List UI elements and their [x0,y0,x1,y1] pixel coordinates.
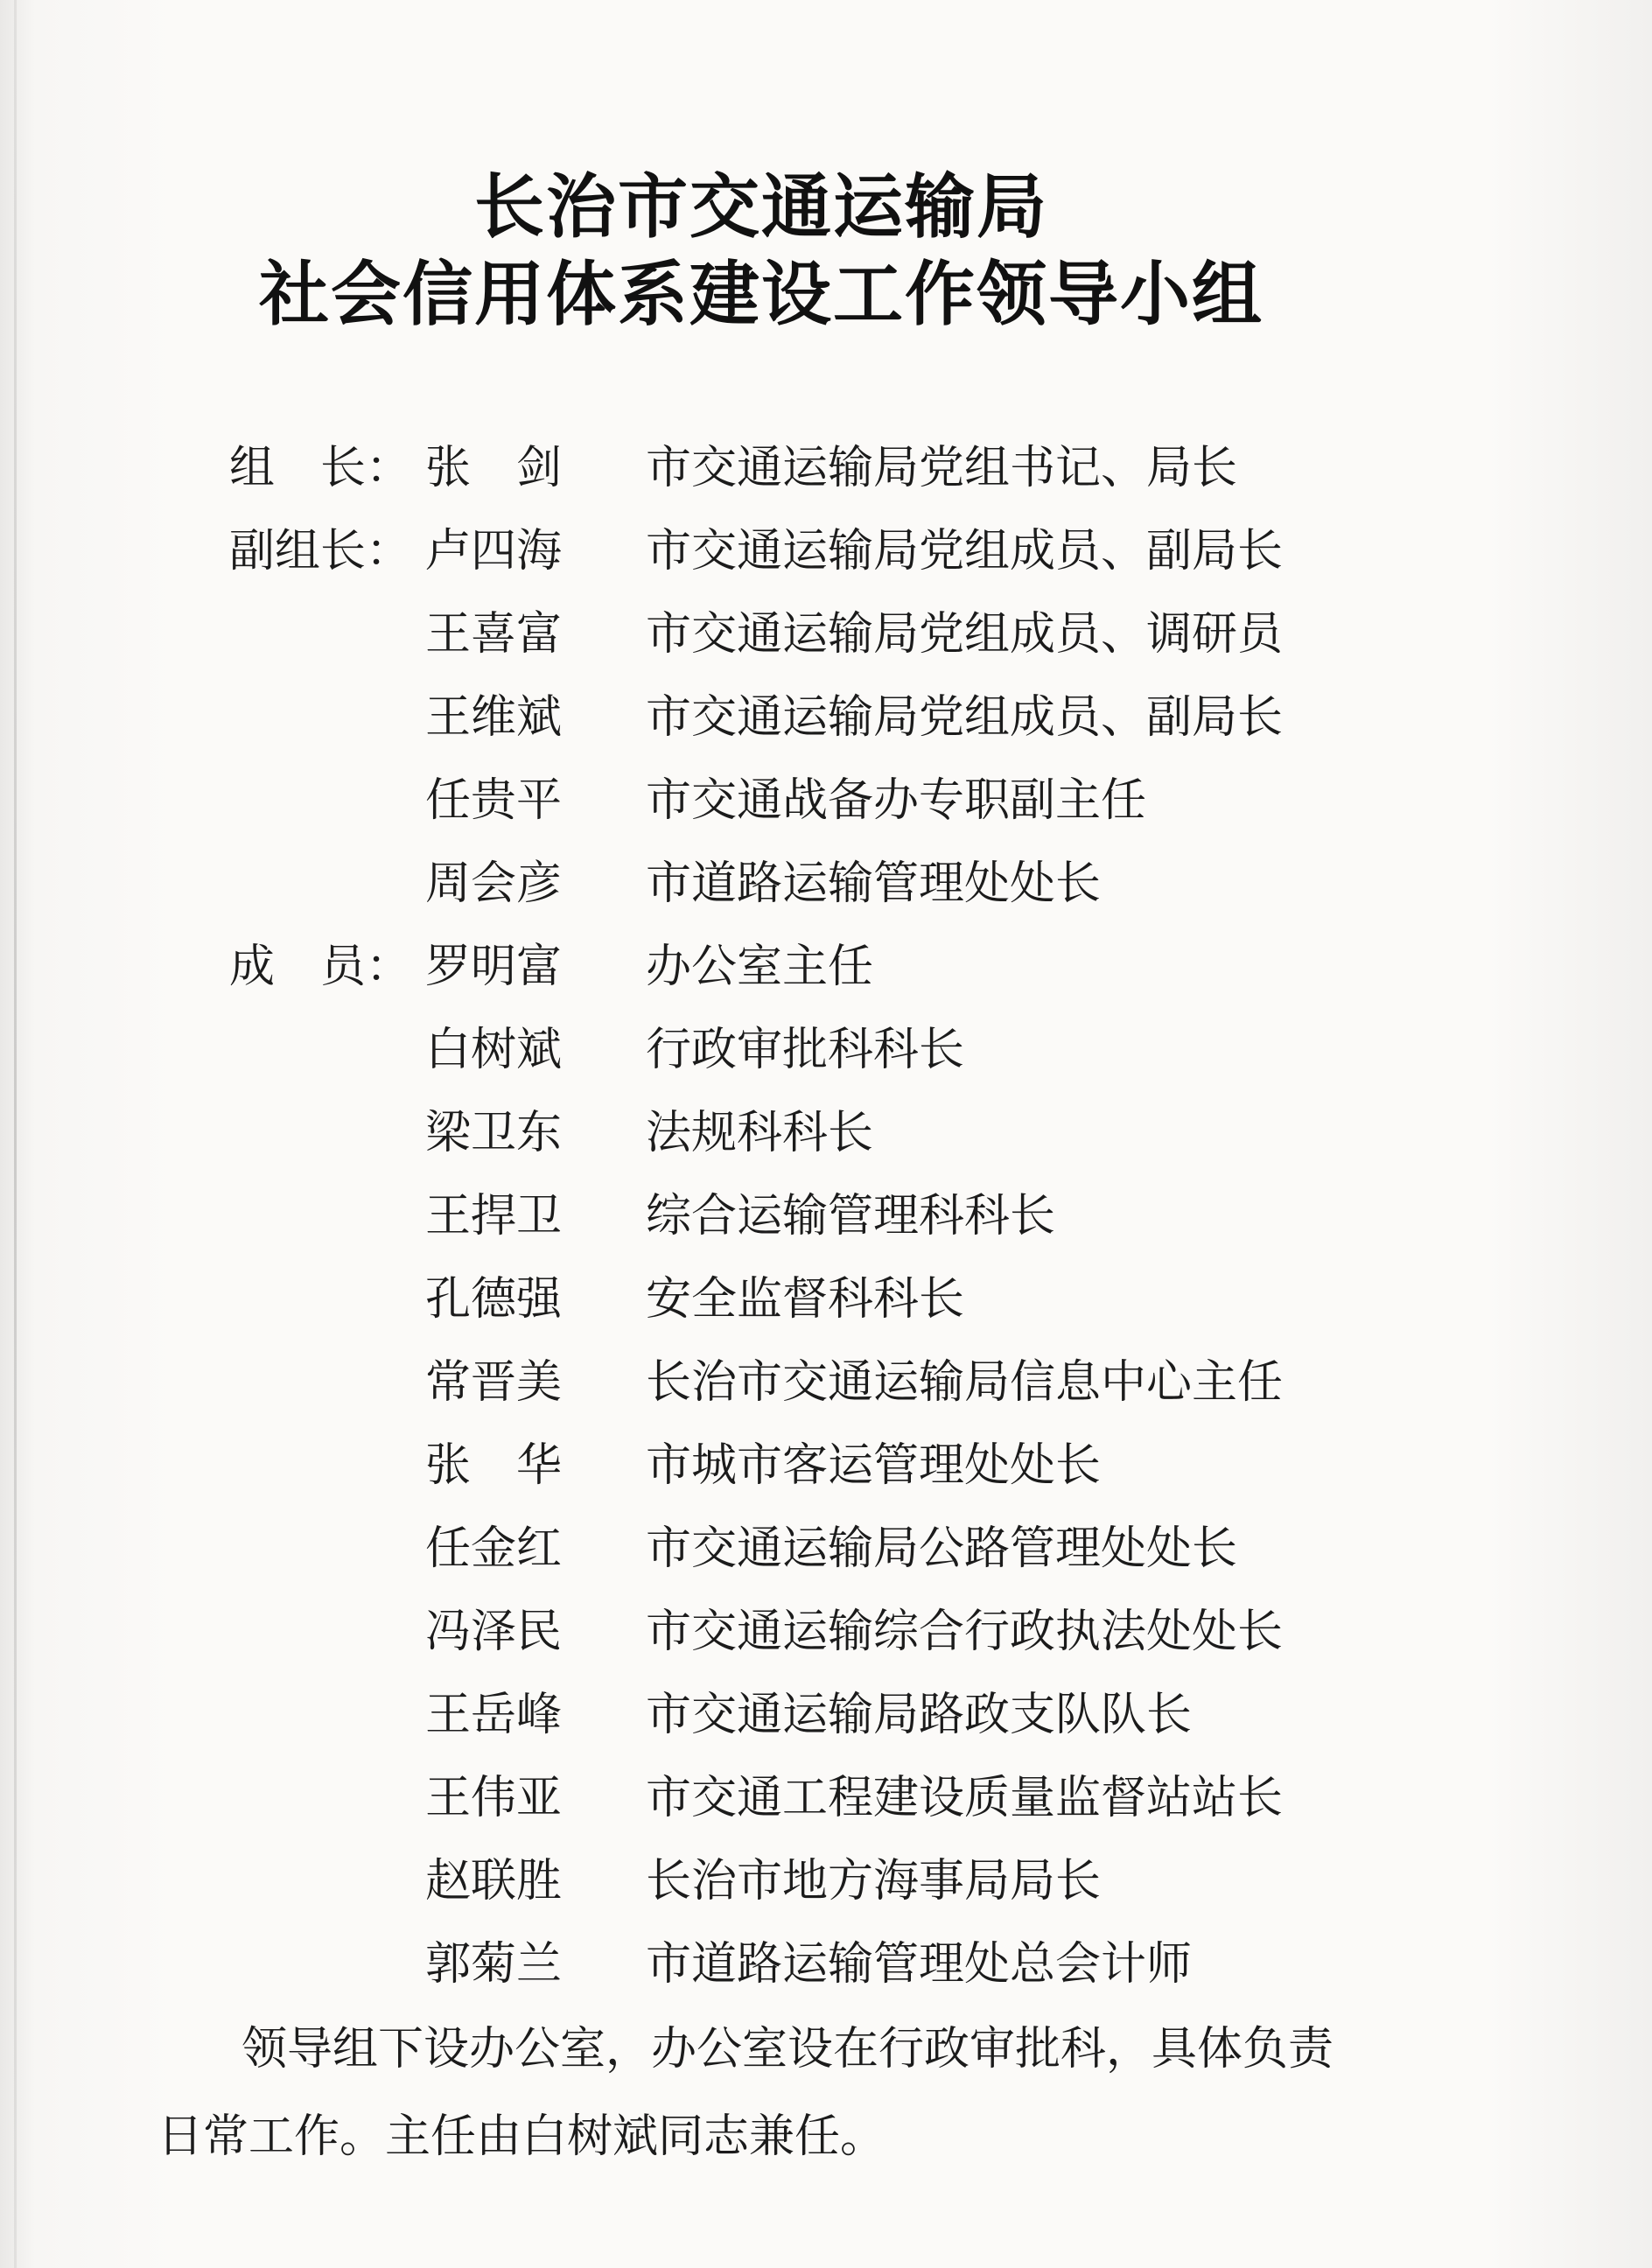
member-row [0,1352,1652,1413]
member-position: 市交通工程建设质量监督站站长 [646,1772,1284,1824]
member-row [0,1269,1652,1330]
member-position: 法规科科长 [646,1107,874,1159]
member-row [0,604,1652,665]
member-row [0,1851,1652,1912]
member-position: 市交通战备办专职副主任 [646,774,1147,827]
member-row [0,1684,1652,1746]
member-position: 市交通运输局公路管理处处长 [646,1522,1238,1575]
member-name: 孔德强 [425,1273,563,1326]
member-name: 梁卫东 [425,1107,563,1159]
member-row [0,1019,1652,1081]
member-name: 王岳峰 [425,1689,563,1741]
title-line-1: 长治市交通运输局 [474,166,1048,248]
member-position: 长治市地方海事局局长 [646,1855,1102,1908]
member-row [0,687,1652,748]
member-row [0,521,1652,582]
member-row [0,438,1652,499]
member-position: 行政审批科科长 [646,1024,965,1076]
member-name: 王伟亚 [425,1772,563,1824]
member-position: 市交通运输局路政支队队长 [646,1689,1193,1741]
member-name: 张 剑 [425,442,563,494]
member-row [0,1186,1652,1247]
member-name: 罗明富 [425,941,563,993]
office-note-line-1: 领导组下设办公室，办公室设在行政审批科，具体负责 [242,2023,1334,2076]
member-position: 办公室主任 [646,941,874,993]
member-name: 王捍卫 [425,1190,563,1242]
member-name: 白树斌 [425,1024,563,1076]
member-row [0,936,1652,998]
member-row [0,1601,1652,1662]
member-position: 综合运输管理科科长 [646,1190,1056,1242]
member-row [0,1768,1652,1829]
member-name: 王喜富 [425,608,563,661]
member-role: 组 长： [229,442,412,494]
member-row [0,1102,1652,1164]
member-position: 安全监督科科长 [646,1273,965,1326]
member-row [0,853,1652,914]
member-row [0,1435,1652,1496]
member-position: 市交通运输局党组书记、局长 [646,442,1238,494]
member-name: 任金红 [425,1522,563,1575]
member-position: 长治市交通运输局信息中心主任 [646,1356,1284,1409]
member-name: 张 华 [425,1439,563,1492]
member-name: 卢四海 [425,525,563,578]
member-name: 王维斌 [425,691,563,744]
title-line-2: 社会信用体系建设工作领导小组 [259,254,1264,335]
member-row [0,1518,1652,1579]
member-name: 郭菊兰 [425,1938,563,1991]
member-name: 任贵平 [425,774,563,827]
member-position: 市交通运输局党组成员、调研员 [646,608,1284,661]
office-note-line-2: 日常工作。主任由白树斌同志兼任。 [158,2110,886,2163]
member-position: 市城市客运管理处处长 [646,1439,1102,1492]
office-note [158,2006,1409,2180]
member-position: 市道路运输管理处处长 [646,858,1102,910]
member-position: 市交通运输局党组成员、副局长 [646,525,1284,578]
member-name: 冯泽民 [425,1606,563,1658]
member-name: 常晋美 [425,1356,563,1409]
member-name: 周会彦 [425,858,563,910]
member-position: 市交通运输综合行政执法处处长 [646,1606,1284,1658]
member-position: 市道路运输管理处总会计师 [646,1938,1193,1991]
member-role: 成 员： [229,941,412,993]
member-role: 副组长： [229,525,412,578]
member-name: 赵联胜 [425,1855,563,1908]
member-row [0,770,1652,831]
member-position: 市交通运输局党组成员、副局长 [646,691,1284,744]
member-row [0,1934,1652,1995]
